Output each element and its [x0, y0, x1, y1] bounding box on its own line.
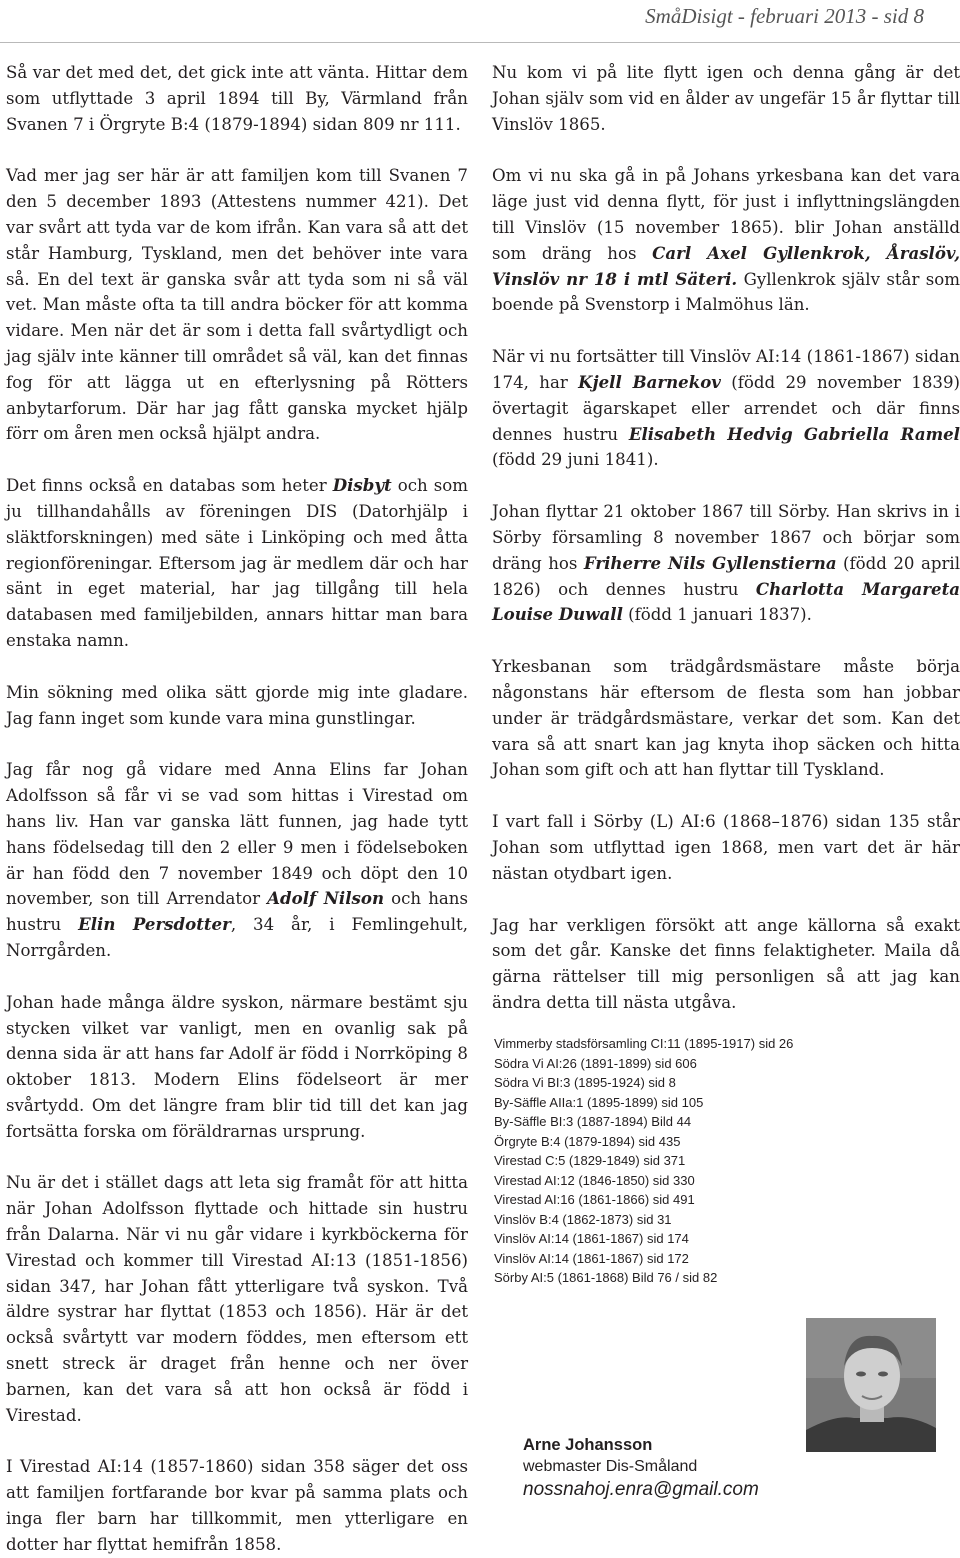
emphasized-name: Charlotta Margareta Louise Duwall	[492, 578, 960, 625]
author-caption	[523, 1434, 759, 1502]
left-column	[6, 60, 468, 1558]
source-item: Virestad AI:16 (1861-1866) sid 491	[494, 1192, 695, 1207]
text-segment: Jag har verkligen försökt att ange källorna så exakt som det går. Kanske det finns felaktigheter. Maila då gärna rättelser till mig personligen så att jag kan ändra detta till nästa utgåva.	[492, 915, 960, 1012]
text-segment: Om vi nu ska gå in på Johans yrkesbana kan det vara läge just vid denna flytt, för just i inflyttningslängden till Vinslöv (15 november 1865). blir Johan anställd som dräng hos	[492, 166, 960, 263]
author-photo	[806, 1318, 936, 1452]
text-segment: Vad mer jag ser här är att familjen kom till Svanen 7 den 5 december 1893 (Attestens nummer 421). Det var svårt att tyda var de kom ifrån. Kan vara så att det står Hamburg, Tyskland, men det behöver inte vara så. En del text är ganska svår att tyda som ni så väl vet. Man måste ofta ta till andra böcker för att komma vidare. Men när det är som i detta fall svårtydligt och jag själv inte känner till området så väl, kan det finnas fog för att lägga ut en efterlysning på Rötters anbytarforum. Där har jag fått ganska mycket hjälp förr om åren men också hjälpt andra.	[6, 166, 468, 444]
source-item: Södra Vi BI:3 (1895-1924) sid 8	[494, 1075, 676, 1090]
text-segment: (född 20 april 1826) och dennes hustru	[492, 553, 960, 599]
text-segment: Johan hade många äldre syskon, närmare bestämt sju stycken vilket var vanligt, men en ovanlig sak på denna sida är att hans far Adolf är född i Norrköping 8 oktober 1813. Modern Elins födelseort är mer svårtydd. Om det längre fram blir tid till det kan jag fortsätta forska om föräldrarnas ursprung.	[6, 992, 468, 1141]
emphasized-name: Disbyt	[332, 475, 392, 496]
text-segment: (född 29 juni 1841).	[492, 450, 659, 470]
source-item: Vimmerby stadsförsamling CI:11 (1895-1917) sid 26	[494, 1036, 794, 1051]
paragraph	[492, 163, 960, 318]
paragraph	[6, 60, 468, 137]
text-segment: Min sökning med olika sätt gjorde mig inte gladare. Jag fann inget som kunde vara mina gunstlingar.	[6, 682, 468, 728]
portrait-image	[806, 1318, 936, 1452]
text-segment: När vi nu fortsätter till Vinslöv AI:14 (1861-1867) sidan 174, har	[492, 347, 960, 392]
emphasized-name: Kjell Barnekov	[578, 371, 721, 392]
text-segment: , 34 år, i Femlingehult, Norrgården.	[6, 915, 469, 960]
text-segment: och hans hustru	[6, 889, 469, 935]
text-segment: Nu kom vi på lite flytt igen och denna gång är det Johan själv som vid en ålder av ungefär 15 år flyttar till Vinslöv 1865.	[492, 63, 960, 134]
text-segment: I Virestad AI:14 (1857-1860) sidan 358 säger det oss att familjen fortfarande bor kvar på samma plats och inga fler barn har tillkommit, men ytterligare en dotter har flyttat hemifrån 1858.	[6, 1457, 468, 1554]
emphasized-name: Elisabeth Hedvig Gabriella Ramel	[628, 423, 960, 444]
paragraph	[6, 680, 468, 732]
emphasized-name: Elin Persdotter	[78, 914, 231, 935]
paragraph	[492, 654, 960, 783]
paragraph	[6, 1170, 468, 1428]
paragraph	[492, 809, 960, 886]
paragraph	[492, 60, 960, 137]
paragraph	[6, 473, 468, 654]
emphasized-name: Adolf Nilson	[267, 888, 385, 909]
author-name: Arne Johansson	[523, 1436, 653, 1454]
header-divider	[0, 42, 960, 43]
author-role: webmaster Dis-Småland	[523, 1458, 698, 1475]
source-item: Örgryte B:4 (1879-1894) sid 435	[494, 1133, 681, 1149]
text-segment: Johan flyttar 21 oktober 1867 till Sörby. Han skrivs in i Sörby församling 8 november 1867 och börjar som dräng hos	[492, 502, 960, 573]
text-segment: I vart fall i Sörby (L) AI:6 (1868–1876) sidan 135 står Johan som utflyttad igen 1868, men vart det är här nästan otydbart igen.	[492, 812, 960, 883]
emphasized-name: Friherre Nils Gyllenstierna	[583, 552, 837, 573]
source-item: By-Säffle AIIa:1 (1895-1899) sid 105	[494, 1094, 704, 1110]
source-item: Virestad AI:12 (1846-1850) sid 330	[494, 1172, 695, 1188]
text-segment: Jag får nog gå vidare med Anna Elins far Johan Adolfsson så får vi se vad som hittas i Virestad om hans liv. Han var ganska lätt funnen, jag hade tytt hans födelsedag till den 2 eller 9 men i födelseboken är han född den 7 november 1849 och döpt den 10 november, son till Arrendator	[6, 760, 468, 909]
source-list	[494, 1034, 793, 1288]
paragraph	[492, 344, 960, 473]
source-item: Vinslöv B:4 (1862-1873) sid 31	[494, 1211, 672, 1227]
source-item: Sörby AI:5 (1861-1868) Bild 76 / sid 82	[494, 1270, 718, 1285]
author-email-link[interactable]: nossnahoj.enra@gmail.com	[523, 1479, 759, 1500]
paragraph	[6, 1454, 468, 1557]
source-item: By-Säffle BI:3 (1887-1894) Bild 44	[494, 1114, 692, 1129]
text-segment: Nu är det i stället dags att leta sig framåt för att hitta när Johan Adolfsson flyttade och hittade sin hustru från Dalarna. När vi nu går vidare i kyrkböckerna för Virestad och kommer till Virestad AI:13 (1851-1856) sidan 347, har Johan fått ytterligare två syskon. Två äldre systrar har flyttat (1853 och 1856). Här är det också svårtytt var modern föddes, men eftersom ett snett streck är draget från henne och ner över barnen, kan det vara så att hon också är född i Virestad.	[6, 1173, 468, 1425]
text-segment: (född 29 november 1839) övertagit ägarskapet eller arrendet och där finns dennes hustru	[492, 372, 960, 444]
emphasized-name: Carl Axel Gyllenkrok, Åraslöv, Vinslöv nr 18 i mtl Säteri.	[492, 242, 960, 289]
text-segment: Så var det med det, det gick inte att vänta. Hittar dem som utflyttade 3 april 1894 till By, Värmland från Svanen 7 i Örgryte B:4 (1879-1894) sidan 809 nr 111.	[6, 63, 468, 134]
text-segment: Det finns också en databas som heter	[6, 476, 333, 496]
text-segment: Yrkesbanan som trädgårdsmästare måste börja någonstans här eftersom de flesta som han jobbar under är trädgårdsmästare, verkar det som. Kan det vara så att snart kan jag knyta ihop säcken och hitta Johan som gift och att han flyttar till Tyskland.	[492, 657, 960, 780]
right-column	[492, 60, 960, 1016]
page-header: SmåDisigt - februari 2013 - sid 8	[645, 4, 924, 28]
paragraph	[6, 757, 468, 963]
paragraph	[492, 499, 960, 628]
source-item: Södra Vi AI:26 (1891-1899) sid 606	[494, 1055, 697, 1071]
paragraph	[492, 913, 960, 1016]
text-segment: Gyllenkrok själv står som boende på Svenstorp i Malmöhus län.	[492, 269, 960, 315]
text-segment: (född 1 januari 1837).	[622, 605, 812, 625]
paragraph	[6, 990, 468, 1145]
source-item: Vinslöv AI:14 (1861-1867) sid 172	[494, 1250, 689, 1266]
source-item: Vinslöv AI:14 (1861-1867) sid 174	[494, 1231, 689, 1246]
paragraph	[6, 163, 468, 447]
source-item: Virestad C:5 (1829-1849) sid 371	[494, 1153, 686, 1168]
text-segment: och som ju tillhandahålls av föreningen DIS (Datorhjälp i släktforskningen) med säte i Linköping och med åtta regionföreningar. Eftersom jag är medlem där och har sänt in eget material, har jag tillgång till hela databasen med familjebilden, annars hittar man bara enstaka namn.	[6, 476, 468, 650]
